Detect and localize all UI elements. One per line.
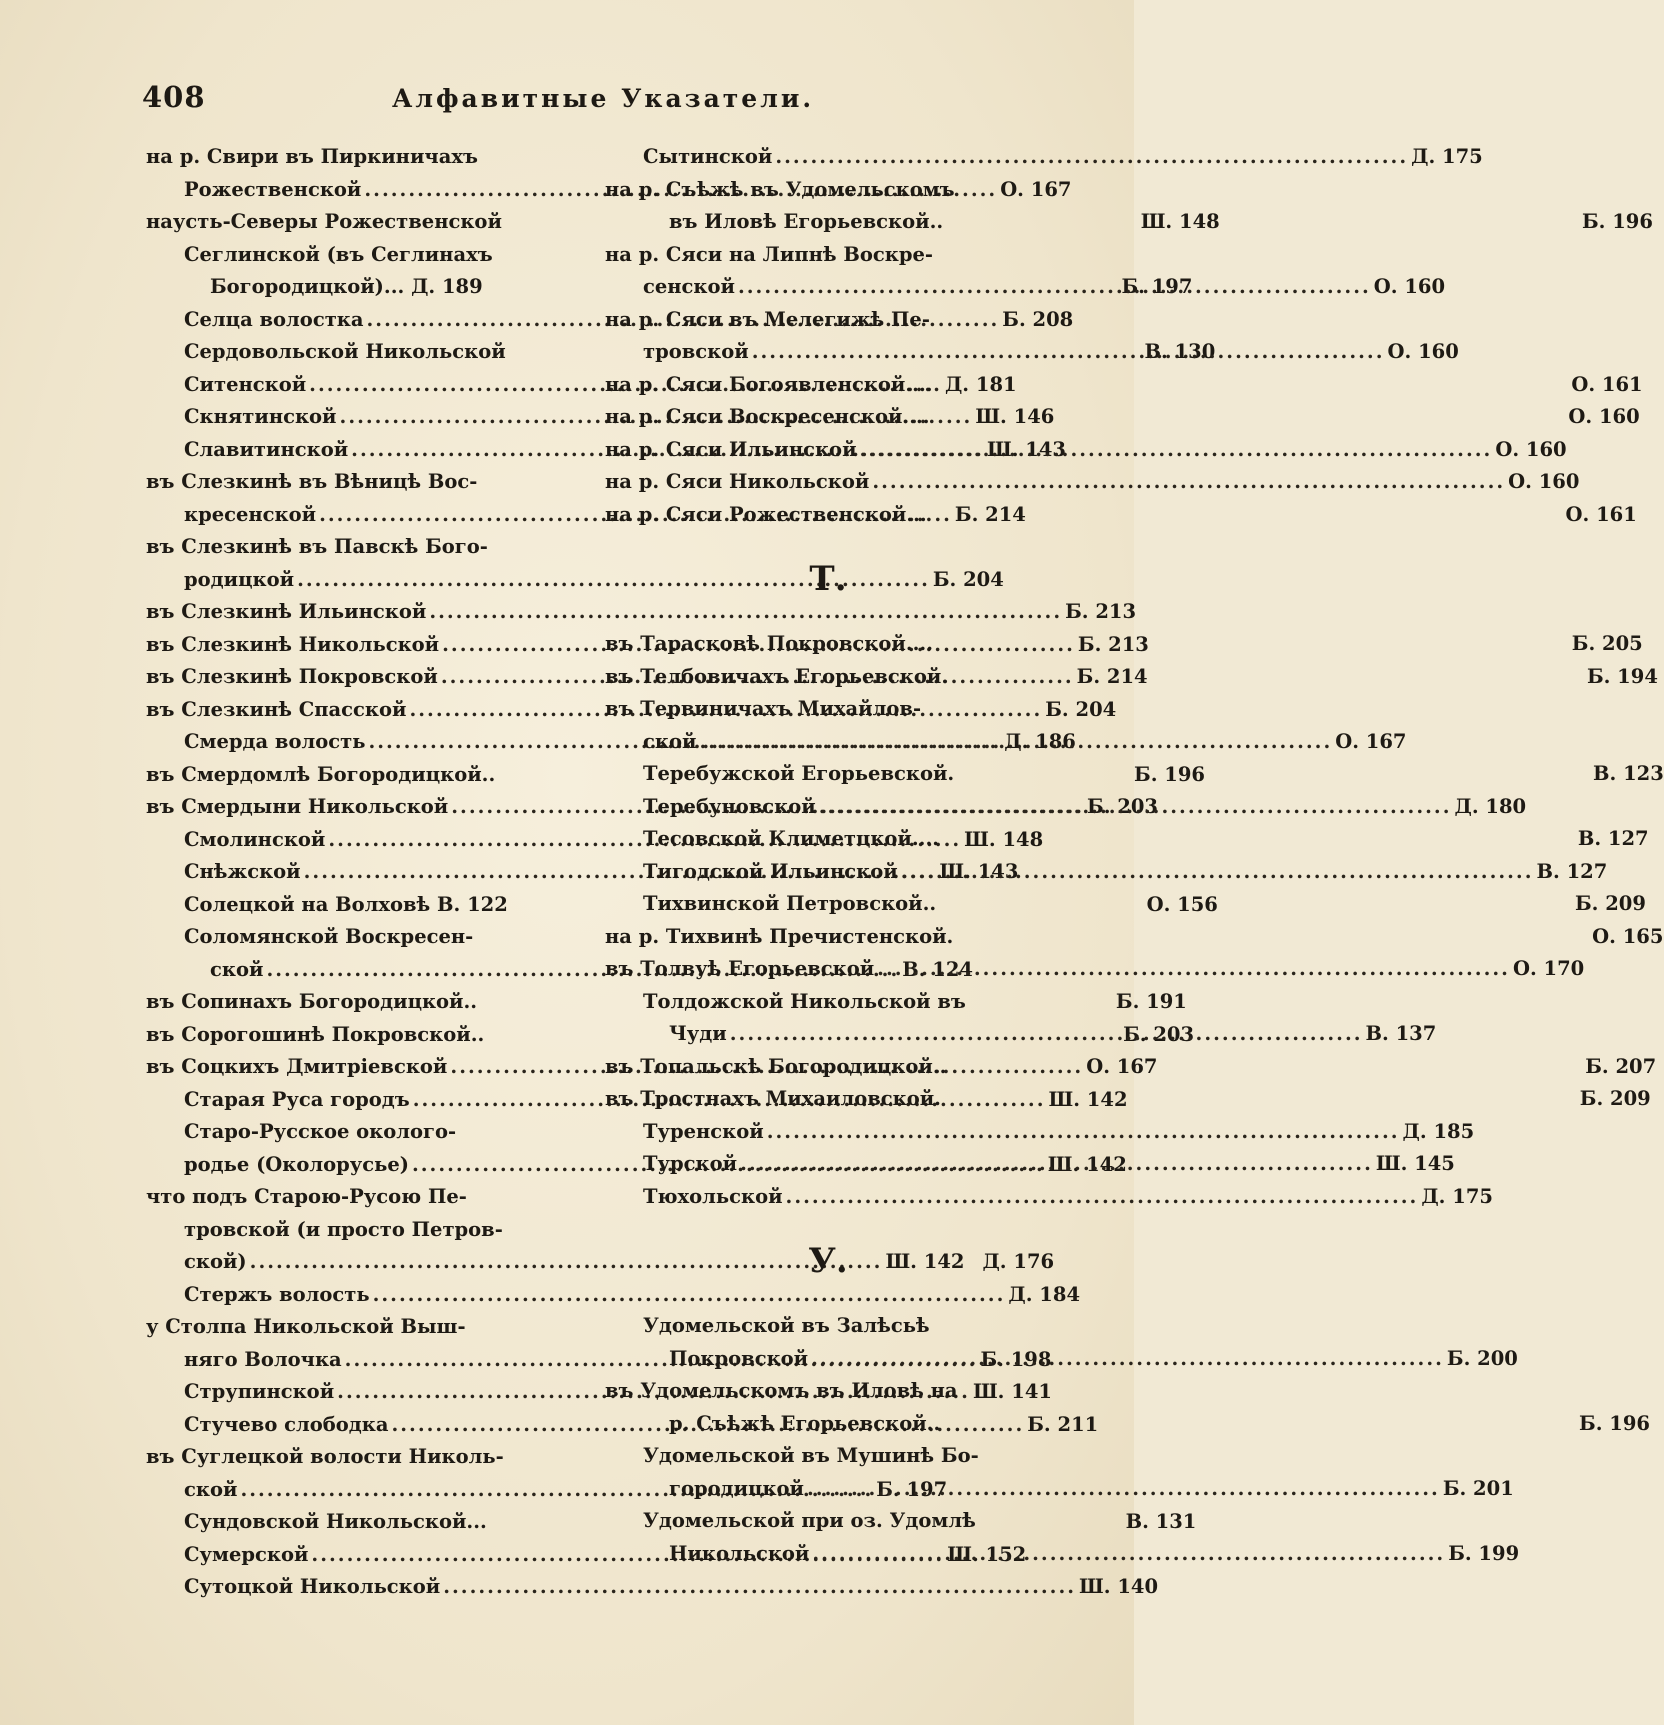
index-entry: Богородицкой)... Д. 189 Б. 197 [210,275,1193,298]
index-entry: въ Тервиничахъ Михайлов- [605,697,922,720]
index-entry: няго Волочка ..... Б. 198 [146,1344,590,1377]
index-entry: въ Удомельскомъ въ Иловѣ на [605,1379,958,1402]
index-entry: въ Толвуѣ Егорьевской ..... О. 170 [605,953,1051,986]
index-entry: на р. Сяси Ильинской ..... О. 160 [605,434,1051,467]
index-entry: въ Телбовичахъ Егорьевской. Б. 194 [605,664,1658,688]
index-entry: въ Соцкихъ Дмитріевской ..... О. 167 [146,1051,590,1084]
index-entry: Тюхольской ..... Д. 175 [605,1181,1051,1214]
index-entry: Удомельской при оз. Удомлѣ [643,1509,976,1532]
index-entry: на р. Сяси Воскресенской.... О. 160 [605,405,1640,428]
index-entry: въ Слезкинѣ въ Павскѣ Бого- [146,535,488,558]
index-entry: Сутоцкой Никольской ..... Ш. 140 [146,1571,590,1604]
index-entry: въ Топальскѣ Богородицкой.. Б. 207 [605,1054,1657,1078]
index-entry: въ Сорогошинѣ Покровской.. Б. 203 [146,1022,1195,1046]
index-entry: Старо-Русское окологo- [184,1120,457,1143]
index-entry: Смолинской ..... Ш. 148 [146,824,590,857]
index-entry: Туренской ..... Д. 185 [605,1116,1051,1149]
index-entry: въ Смердыни Никольской ..... Б. 203 [146,791,590,824]
index-entry: Соломянской Воскресен- [184,925,474,948]
index-entry: Рожественской ..... О. 167 [146,174,590,207]
index-entry: Теребуновской ..... Д. 180 [605,791,1051,824]
index-entry: Сундовской Никольской... В. 131 [184,1510,1197,1533]
index-entry: родицкой ..... Б. 204 [146,564,590,597]
index-entry: Старая Руса городъ ..... Ш. 142 [146,1084,590,1117]
index-entry: наусть-Северы Рожественской Ш. 148 [146,210,1220,233]
index-entry: у Столпа Никольской Выш- [146,1315,466,1338]
index-entry: Сердовольской Никольской В. 130 [184,340,1216,363]
index-entry: Удомельской въ Мушинѣ Бо- [643,1444,979,1467]
index-entry: Тигодской Ильинской ..... В. 127 [605,856,1051,889]
page-header [142,80,1042,120]
index-entry: Тихвинской Петровской.. Б. 209 [643,892,1646,915]
index-entry: ской ..... В. 124 [146,954,590,987]
index-entry: Стержъ волость ..... Д. 184 [146,1279,590,1312]
index-entry: родье (Околорусье) ..... Ш. 142 [146,1149,590,1182]
index-entry: Снѣжской ..... Ш. 143 [146,856,590,889]
page-number: 408 [142,80,206,114]
index-entry: въ Тарасковѣ Покровской.... Б. 205 [605,632,1643,655]
index-entry: на р. Сяси Рожественской... О. 161 [605,502,1637,526]
index-entry: Струпинской ..... Ш. 141 [146,1376,590,1409]
index-entry: тровской (и просто Петров- [184,1217,503,1241]
index-entry: въ Иловѣ Егорьевской.. Б. 196 [669,210,1653,233]
index-entry: въ Тростнахъ Михаиловской. Б. 209 [605,1087,1651,1110]
index-entry: Удомельской въ Залѣсьѣ [643,1314,930,1337]
index-entry: городицкой ..... Б. 201 [605,1473,1051,1506]
index-entry: Селца волостка ..... Б. 208 [146,304,590,337]
index-entry: р. Съѣжѣ Егорьевской.. Б. 196 [669,1411,1650,1435]
index-entry: Толдожской Никольской въ [643,989,966,1013]
section-letter-u: У. [808,1241,848,1281]
index-entry: въ Смердомлѣ Богородицкой.. Б. 196 [146,762,1205,786]
index-entry: Сытинской ..... Д. 175 [605,141,1051,174]
index-entry: ской ..... Б. 197 [146,1474,590,1507]
index-entry: Сеглинской (въ Сеглинахъ [184,242,493,266]
index-entry: Сумерской ..... Ш. 152 [146,1539,590,1572]
index-entry: въ Сопинахъ Богородицкой.. Б. 191 [146,990,1187,1013]
index-entry: на р. Съѣжѣ въ Удомельскомъ [605,177,955,201]
index-entry: въ Слезкинѣ Ильинской ..... Б. 213 [146,596,590,629]
index-entry: въ Слезкинѣ Спасской ..... Б. 204 [146,694,590,727]
index-entry: Скнятинской ..... Ш. 146 [146,401,590,434]
section-letter-t: Т. [809,559,847,599]
index-entry: на р. Свири въ Пиркиничахъ [146,145,478,168]
index-entry: на р. Сяси въ Мелегижѣ Пе- [605,307,930,331]
index-entry: Покровской ..... Б. 200 [605,1343,1051,1376]
index-entry: Теребужской Егорьевской. В. 123 [643,762,1664,785]
index-entry: ской ..... О. 167 [605,726,1051,759]
index-entry: кресенской ..... Б. 214 [146,499,590,532]
index-entry: сенской ..... О. 160 [605,271,1051,304]
index-entry: на р. Сяси Никольской ..... О. 160 [605,466,1051,499]
index-entry: что подъ Старою-Русою Пе- [146,1185,467,1208]
index-entry: на р. Сяси Богоявленской.... О. 161 [605,372,1643,396]
running-title: Алфавитные Указатели. [392,84,815,113]
index-entry: въ Слезкинѣ Никольской ..... Б. 213 [146,629,590,662]
index-entry: Чуди ..... В. 137 [605,1018,1051,1051]
index-entry: ской) ..... Ш. 142 Д. 176 [146,1246,590,1279]
index-entry: въ Слезкинѣ Покровской ..... Б. 214 [146,661,590,694]
index-entry: Солецкой на Волховѣ В. 122 О. 156 [184,892,1218,916]
index-entry: на р. Тихвинѣ Пречистенской. О. 165 [605,924,1664,948]
index-entry: Стучево слободка ..... Б. 211 [146,1409,590,1442]
index-entry: Никольской ..... Б. 199 [605,1538,1051,1571]
index-entry: въ Суглецкой волости Николь- [146,1445,504,1468]
index-entry: Ситенской ..... Д. 181 [146,369,590,402]
index-entry: Смерда волость ..... Д. 186 [146,726,590,759]
index-entry: на р. Сяси на Липнѣ Воскре- [605,242,933,266]
index-entry: Турской ..... Ш. 145 [605,1148,1051,1181]
index-entry: Славитинской ..... Ш. 143 [146,434,590,467]
index-entry: Тесовской Климетцкой.... В. 127 [643,827,1649,850]
index-entry: въ Слезкинѣ въ Вѣницѣ Вос- [146,470,478,493]
index-entry: тровской ..... О. 160 [605,336,1051,369]
